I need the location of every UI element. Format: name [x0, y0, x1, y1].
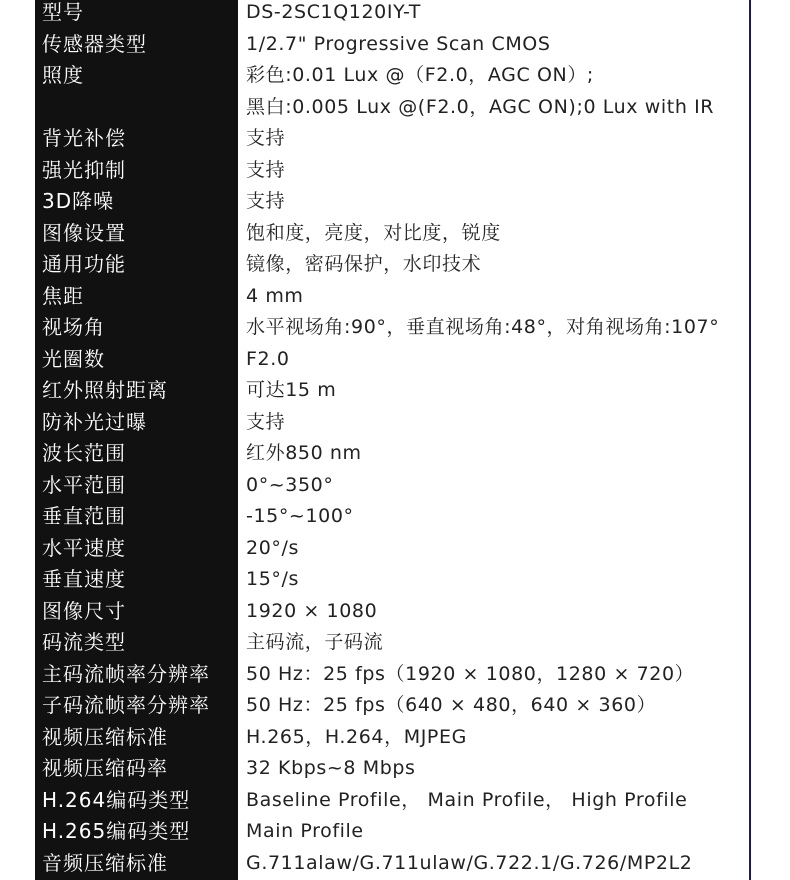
spec-value: Baseline Profile， Main Profile， High Profile	[246, 788, 688, 811]
spec-label: 图像设置	[42, 220, 126, 245]
spec-row-tilt-speed	[35, 564, 749, 596]
spec-value: 支持	[246, 410, 286, 433]
spec-value: 15°/s	[246, 568, 299, 590]
spec-label: 3D降噪	[42, 189, 115, 213]
spec-row-anti-overexposure	[35, 407, 749, 439]
spec-value: 支持	[246, 158, 286, 181]
spec-label: 通用功能	[42, 252, 126, 276]
spec-value-multiline	[238, 60, 749, 123]
spec-label: 码流类型	[42, 630, 126, 654]
spec-row-aperture	[35, 344, 749, 376]
spec-label: 照度	[42, 63, 84, 87]
spec-value-bw: 黑白:0.005 Lux @(F2.0，AGC ON);0 Lux with IR	[246, 95, 715, 118]
spec-label: 水平范围	[42, 472, 126, 497]
spec-value: 50 Hz：25 fps（640 × 480，640 × 360）	[246, 694, 657, 716]
spec-row-audio-compression	[35, 848, 749, 880]
spec-row-hlc	[35, 155, 749, 187]
spec-table	[35, 0, 751, 880]
spec-value: 20°/s	[246, 536, 299, 559]
spec-row-video-bitrate	[35, 753, 749, 785]
spec-label: H.265编码类型	[42, 819, 191, 843]
spec-label: 红外照射距离	[42, 378, 168, 402]
spec-row-main-stream	[35, 659, 749, 691]
spec-label: 传感器类型	[42, 31, 147, 56]
spec-label: 防补光过曝	[42, 409, 147, 434]
spec-value: 0°~350°	[246, 473, 334, 496]
spec-row-pan-speed	[35, 533, 749, 565]
spec-label: 焦距	[42, 283, 84, 308]
spec-label: 主码流帧率分辨率	[42, 661, 210, 686]
spec-row-3dnr	[35, 186, 749, 218]
spec-value: 支持	[246, 127, 286, 149]
spec-label: 型号	[42, 0, 84, 24]
spec-label: 背光补偿	[42, 126, 126, 150]
spec-row-image-size	[35, 596, 749, 628]
spec-value: 32 Kbps~8 Mbps	[246, 757, 416, 779]
spec-value: 1/2.7" Progressive Scan CMOS	[246, 32, 551, 55]
spec-row-h264-profile	[35, 785, 749, 817]
spec-row-sensor-type	[35, 29, 749, 61]
spec-value: H.265，H.264，MJPEG	[246, 725, 467, 748]
spec-value: 红外850 nm	[246, 442, 362, 464]
spec-value: 镜像，密码保护，水印技术	[246, 253, 482, 275]
spec-row-video-compression	[35, 722, 749, 754]
spec-row-fov	[35, 312, 749, 344]
spec-label: 波长范围	[42, 441, 126, 465]
spec-value: G.711alaw/G.711ulaw/G.722.1/G.726/MP2L2	[246, 851, 693, 874]
spec-value: -15°~100°	[246, 505, 354, 527]
spec-label: 视频压缩码率	[42, 756, 168, 780]
spec-value-color: 彩色:0.01 Lux @（F2.0，AGC ON）;	[246, 64, 594, 86]
spec-rows	[35, 0, 749, 879]
spec-label: 光圈数	[42, 346, 105, 371]
spec-value: 主码流，子码流	[246, 631, 384, 653]
spec-value: F2.0	[246, 347, 290, 370]
spec-value: 1920 × 1080	[246, 599, 378, 622]
spec-label: 垂直范围	[42, 504, 126, 528]
spec-row-ir-distance	[35, 375, 749, 407]
spec-row-model	[35, 0, 749, 29]
spec-value: 可达15 m	[246, 379, 337, 401]
spec-row-general-functions	[35, 249, 749, 281]
spec-label: 图像尺寸	[42, 598, 126, 623]
spec-label: 视场角	[42, 315, 105, 339]
spec-row-wavelength	[35, 438, 749, 470]
spec-label: 视频压缩标准	[42, 724, 168, 749]
spec-row-sub-stream	[35, 690, 749, 722]
spec-label: 水平速度	[42, 535, 126, 560]
spec-label: 子码流帧率分辨率	[42, 693, 210, 717]
spec-row-stream-type	[35, 627, 749, 659]
spec-row-blc	[35, 123, 749, 155]
spec-row-tilt-range	[35, 501, 749, 533]
spec-row-image-settings	[35, 218, 749, 250]
spec-row-focal-length	[35, 281, 749, 313]
spec-value: 饱和度，亮度，对比度，锐度	[246, 221, 501, 244]
spec-row-h265-profile	[35, 816, 749, 848]
spec-row-illumination	[35, 60, 749, 123]
spec-label: 垂直速度	[42, 567, 126, 591]
spec-value: 50 Hz：25 fps（1920 × 1080，1280 × 720）	[246, 662, 695, 685]
spec-value: Main Profile	[246, 820, 364, 842]
spec-value: 4 mm	[246, 284, 304, 307]
spec-label: 音频压缩标准	[42, 850, 168, 875]
spec-value: 支持	[246, 190, 286, 212]
spec-value: DS-2SC1Q120IY-T	[246, 1, 421, 23]
spec-row-pan-range	[35, 470, 749, 502]
spec-value: 水平视场角:90°，垂直视场角:48°，对角视场角:107°	[246, 316, 720, 338]
spec-label: 强光抑制	[42, 157, 126, 182]
spec-label: H.264编码类型	[42, 787, 191, 812]
